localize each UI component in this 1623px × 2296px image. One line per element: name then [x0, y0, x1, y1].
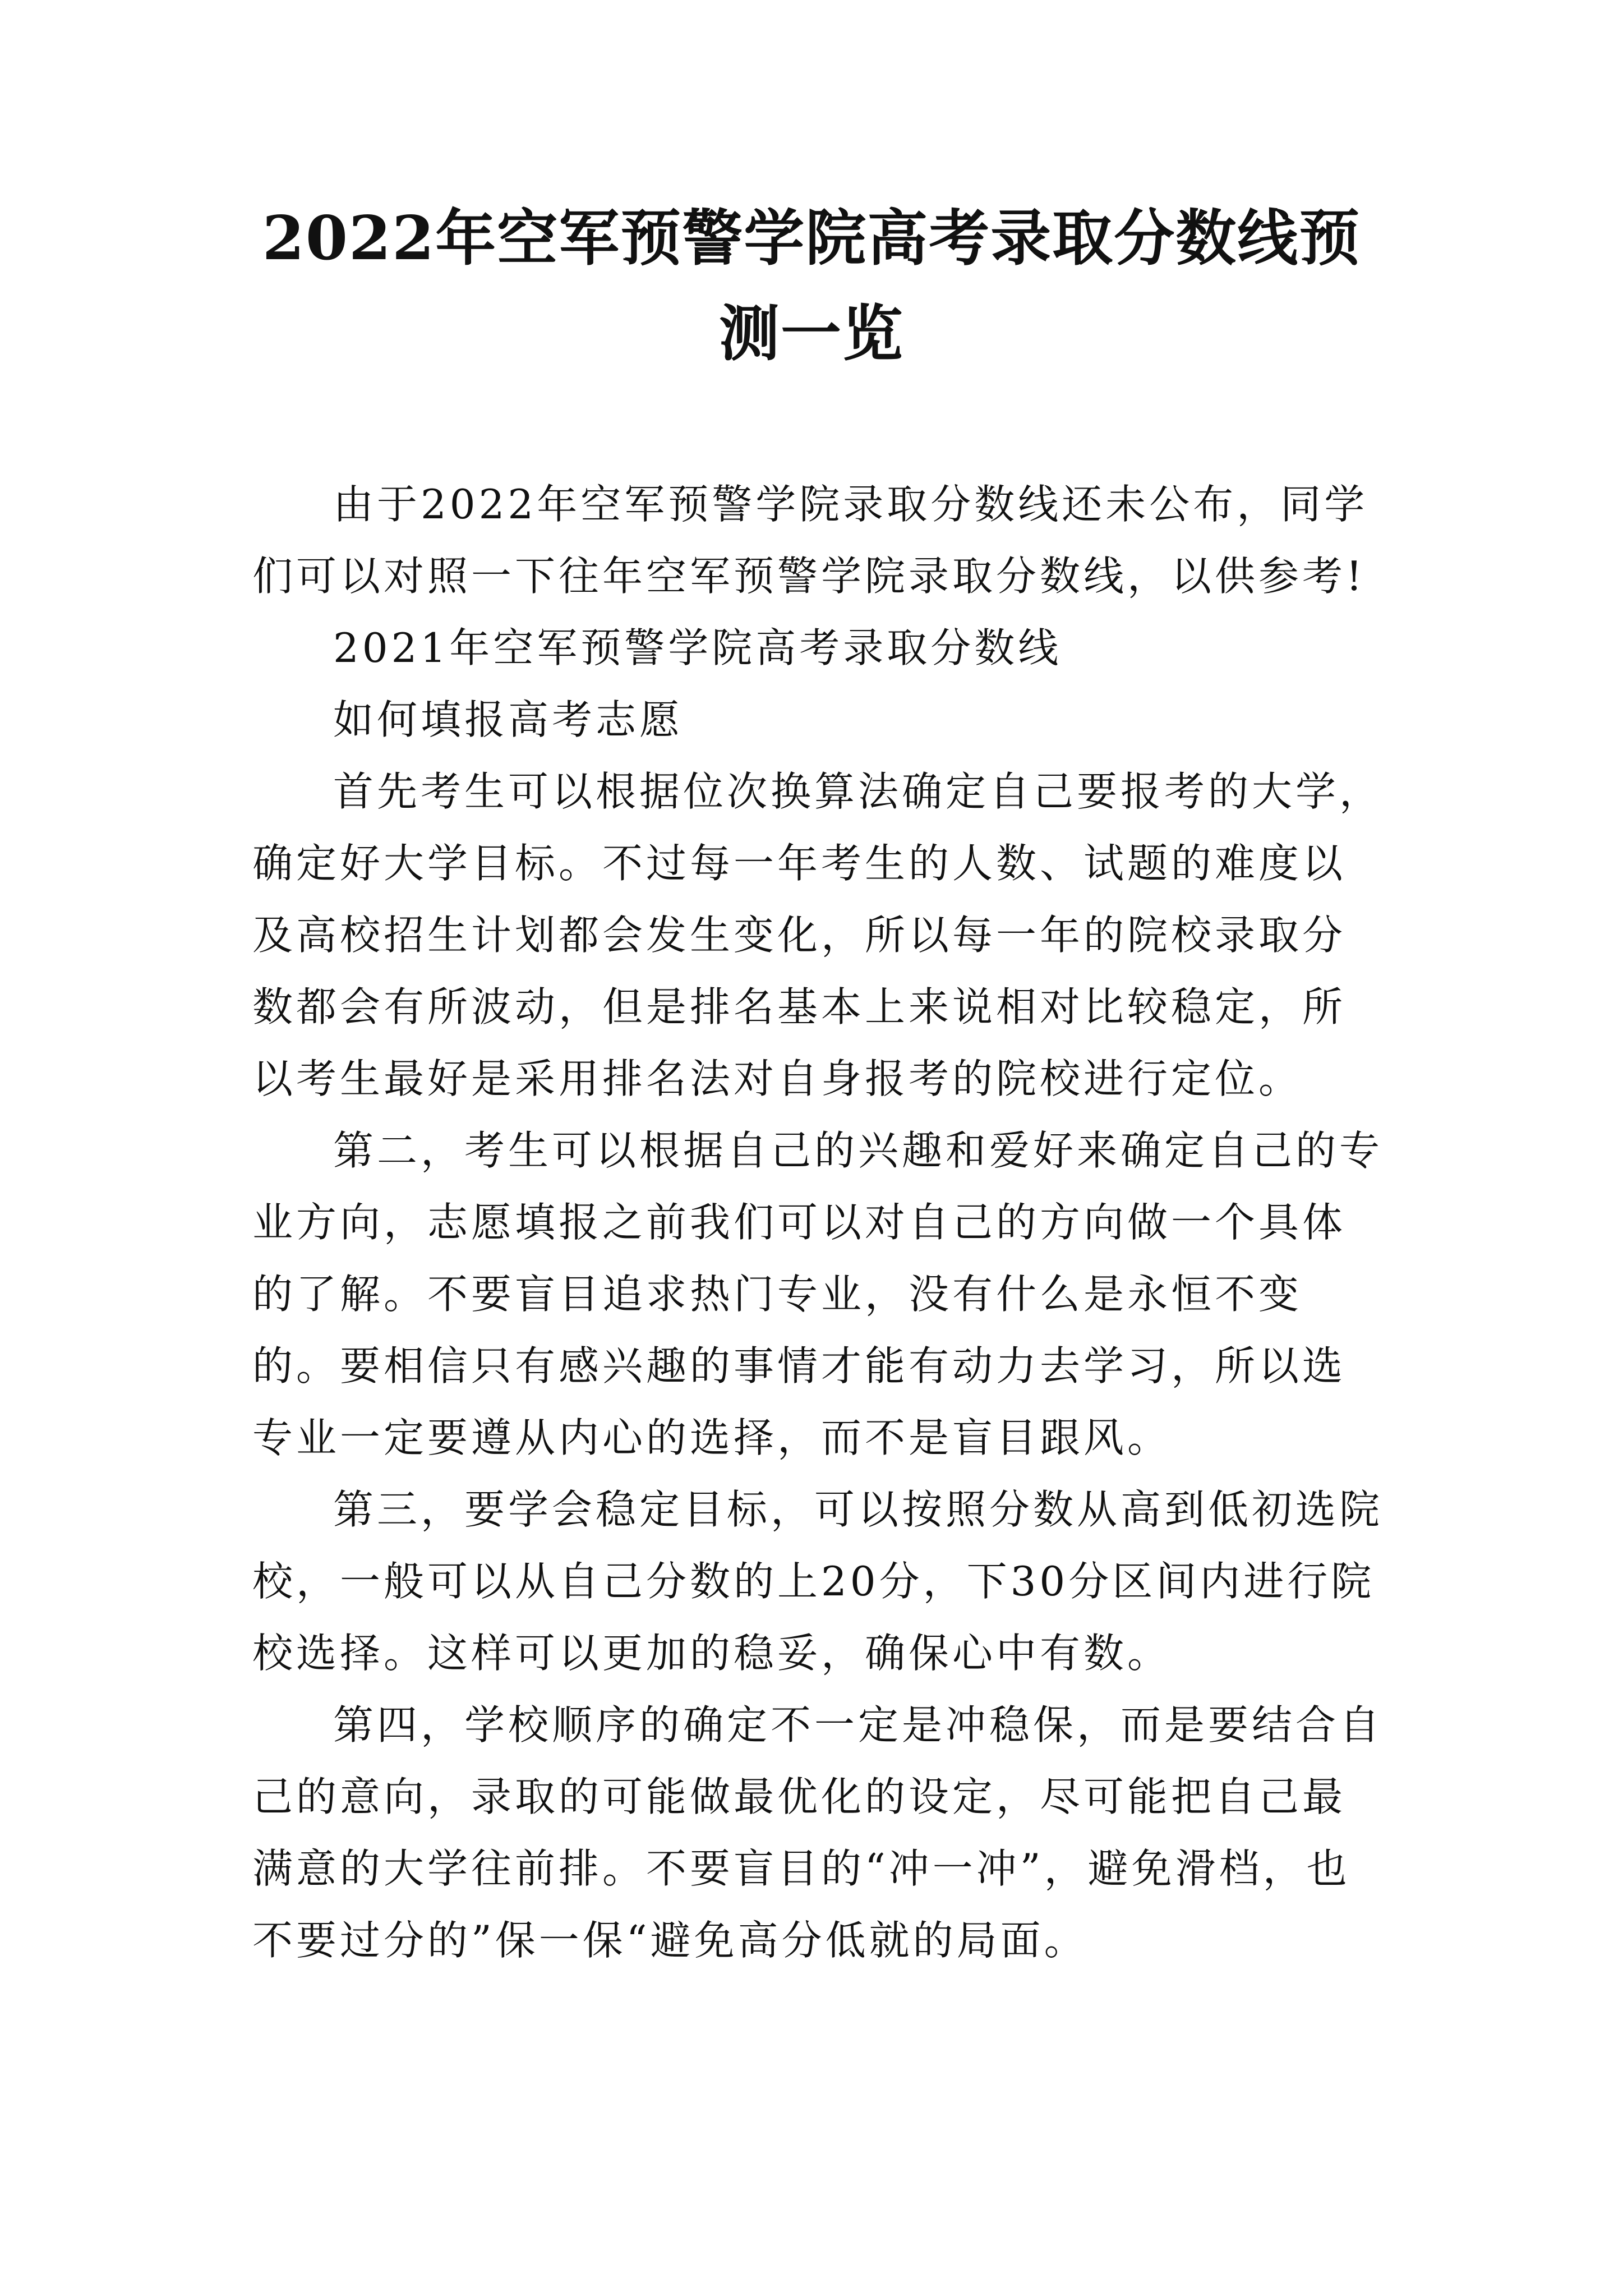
document-body	[252, 468, 1388, 1976]
paragraph-2021-heading: 2021年空军预警学院高考录取分数线	[333, 624, 1062, 671]
paragraph-how-to-heading: 如何填报高考志愿	[333, 696, 684, 743]
paragraph-second: 第二，考生可以根据自己的兴趣和爱好来确定自己的专业方向，志愿填报之前我们可以对自己的方向做一个具体的了解。不要盲目追求热门专业，没有什么是永恒不变的。要相信只有感兴趣的事情才能有动力去学习，所以选专业一定要遵从内心的选择，而不是盲目跟风。	[252, 1127, 1384, 1461]
paragraph-fourth: 第四，学校顺序的确定不一定是冲稳保，而是要结合自己的意向，录取的可能做最优化的设定，尽可能把自己最满意的大学往前排。不要盲目的“冲一冲”，避免滑档，也不要过分的”保一保“避免高分低就的局面。	[252, 1701, 1384, 1964]
document-title: 2022年空军预警学院高考录取分数线预测一览	[262, 203, 1361, 369]
paragraph-third: 第三，要学会稳定目标，可以按照分数从高到低初选院校，一般可以从自己分数的上20分，下30分区间内进行院校选择。这样可以更加的稳妥，确保心中有数。	[252, 1486, 1384, 1677]
paragraph-intro: 由于2022年空军预警学院录取分数线还未公布，同学们可以对照一下往年空军预警学院录取分数线，以供参考!	[252, 481, 1368, 600]
paragraph-first: 首先考生可以根据位次换算法确定自己要报考的大学，确定好大学目标。不过每一年考生的人数、试题的难度以及高校招生计划都会发生变化，所以每一年的院校录取分数都会有所波动，但是排名基本上来说相对比较稳定，所以考生最好是采用排名法对自身报考的院校进行定位。	[252, 768, 1384, 1102]
